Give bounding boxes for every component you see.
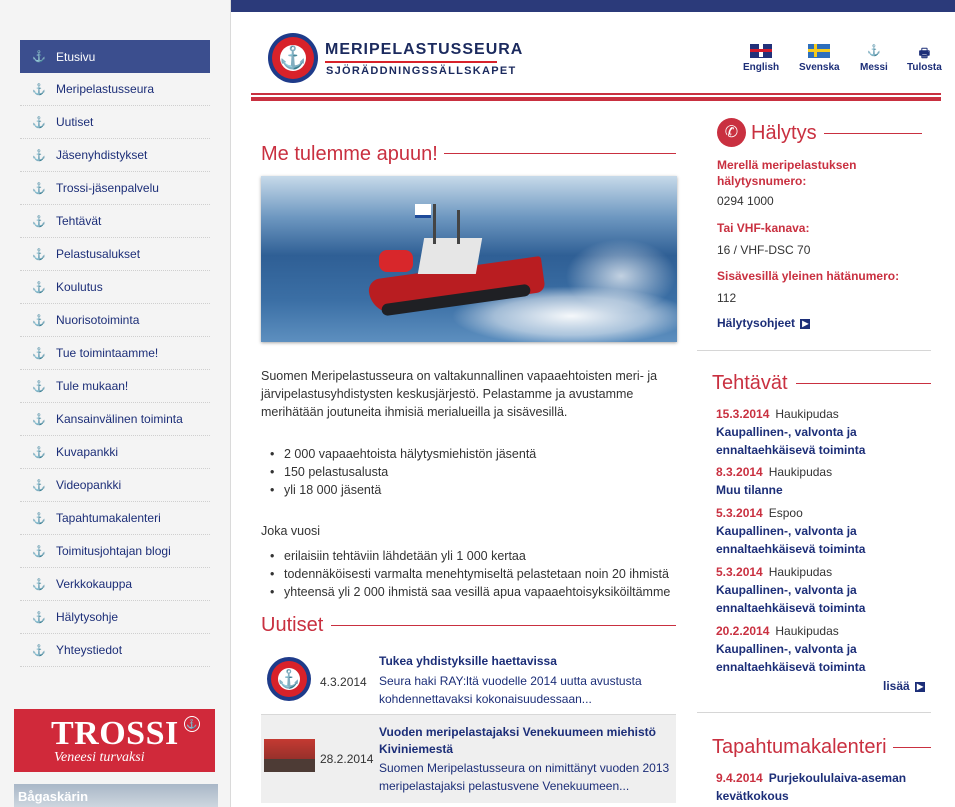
- news-title-link[interactable]: Tukea yhdistyksille haettavissa: [379, 654, 557, 668]
- english-label: English: [743, 62, 780, 73]
- halytysohjeet-label: Hälytysohjeet: [717, 316, 796, 330]
- trossi-banner[interactable]: [14, 709, 215, 772]
- inland-label: Sisävesillä yleinen hätänumero:: [717, 269, 900, 283]
- top-bar: [231, 0, 955, 12]
- arrow-right-icon: ▶: [916, 681, 924, 691]
- list-item: • yhteensä yli 2 000 ihmistä saa vesillä apua vapaaehtoisyksiköiltämme: [268, 583, 688, 601]
- list-item: • yli 18 000 jäsentä: [268, 481, 688, 499]
- header-rule: [251, 93, 941, 95]
- anchor-icon: ⚓: [867, 45, 881, 57]
- nav-label: Verkkokauppa: [56, 577, 133, 591]
- nav-label: Kuvapankki: [56, 445, 119, 459]
- list-item: • 2 000 vapaaehtoista hälytysmiehistön jäsentä: [268, 445, 688, 463]
- print-link[interactable]: [907, 44, 942, 73]
- nav-label: Jäsenyhdistykset: [56, 148, 148, 162]
- nav-item-jasenyhdistykset[interactable]: [20, 139, 210, 172]
- task-item[interactable]: [716, 563, 921, 617]
- task-place: Espoo: [768, 506, 803, 520]
- nav-item-blogi[interactable]: [20, 535, 210, 568]
- main-nav: [20, 40, 210, 667]
- calendar-heading: Tapahtumakalenteri: [712, 736, 887, 758]
- facts-list: [268, 445, 688, 499]
- sea-number: 0294 1000: [717, 194, 774, 208]
- heading-rule: [824, 133, 922, 134]
- finnish-flag: [415, 204, 431, 218]
- nav-item-etusivu[interactable]: [20, 40, 210, 73]
- nav-item-halytysohje[interactable]: [20, 601, 210, 634]
- anchor-icon: ⚓: [32, 446, 46, 459]
- nav-label: Trossi-jäsenpalvelu: [56, 181, 159, 195]
- nav-item-tapahtumakalenteri[interactable]: [20, 502, 210, 535]
- nav-label: Tue toimintaamme!: [56, 346, 159, 360]
- anchor-icon: ⚓: [32, 314, 46, 327]
- svenska-link[interactable]: [799, 44, 840, 73]
- right-divider: [697, 350, 931, 351]
- nav-label: Kansainvälinen toiminta: [56, 412, 183, 426]
- bagaskari-banner[interactable]: [14, 784, 218, 807]
- sweden-flag-icon: [808, 44, 830, 58]
- task-item[interactable]: [716, 405, 921, 459]
- task-place: Haukipudas: [775, 624, 839, 638]
- nav-item-koulutus[interactable]: [20, 271, 210, 304]
- nav-item-nuorisotoiminta[interactable]: [20, 304, 210, 337]
- anchor-icon: ⚓: [32, 380, 46, 393]
- arrow-right-icon: ▶: [802, 318, 809, 328]
- task-place: Haukipudas: [768, 465, 833, 479]
- anchor-icon: ⚓: [32, 83, 46, 96]
- task-item[interactable]: [716, 463, 921, 499]
- nav-label: Tapahtumakalenteri: [56, 511, 161, 525]
- header-rule-thick: [251, 97, 941, 101]
- news-logo-thumbnail: [267, 657, 311, 701]
- news-excerpt-link[interactable]: Seura haki RAY:ltä vuodelle 2014 uutta avustusta kohdennettavaksi kokonaisuudessaan...: [379, 674, 642, 706]
- main-heading: Me tulemme apuun!: [261, 143, 438, 165]
- news-date: 28.2.2014: [320, 752, 374, 766]
- anchor-icon: ⚓: [32, 182, 46, 195]
- task-title-link[interactable]: Kaupallinen-, valvonta ja ennaltaehkäisevä toiminta: [716, 425, 866, 457]
- nav-item-yhteystiedot[interactable]: [20, 634, 210, 667]
- svenska-label: Svenska: [799, 62, 840, 73]
- boat-crew: [379, 250, 413, 272]
- uk-flag-icon: [750, 44, 772, 58]
- news-date: 4.3.2014: [320, 675, 367, 689]
- nav-label: Koulutus: [56, 280, 103, 294]
- english-link[interactable]: [743, 44, 779, 73]
- logo-ring: [271, 661, 307, 697]
- task-title-link[interactable]: Kaupallinen-, valvonta ja ennaltaehkäisevä toiminta: [716, 583, 866, 615]
- nav-label: Yhteystiedot: [56, 643, 123, 657]
- phone-icon: ✆: [717, 118, 746, 147]
- halytys-heading: Hälytys: [751, 122, 817, 144]
- anchor-icon: ⚓: [32, 578, 46, 591]
- vhf-label: Tai VHF-kanava:: [717, 221, 810, 235]
- event-item[interactable]: [716, 769, 921, 805]
- heading-rule: [893, 747, 931, 748]
- crew-photo-thumbnail: [264, 739, 315, 772]
- nav-item-verkkokauppa[interactable]: [20, 568, 210, 601]
- tasks-heading: Tehtävät: [712, 372, 788, 394]
- sea-number-label: Merellä meripelastuksen hälytysnumero:: [717, 158, 857, 188]
- anchor-icon: ⚓: [32, 479, 46, 492]
- heading-rule: [331, 625, 676, 626]
- halytysohjeet-link[interactable]: [717, 316, 810, 330]
- anchor-icon: ⚓: [32, 281, 46, 294]
- trossi-tagline: Veneesi turvaksi: [54, 750, 145, 765]
- event-date: 9.4.2014: [716, 771, 763, 785]
- news-item[interactable]: [261, 715, 676, 803]
- yearly-label: Joka vuosi: [261, 524, 321, 538]
- nav-item-tule-mukaan[interactable]: [20, 370, 210, 403]
- news-heading: Uutiset: [261, 614, 324, 636]
- nav-item-videopankki[interactable]: [20, 469, 210, 502]
- task-title-link[interactable]: Muu tilanne: [716, 483, 783, 497]
- task-item[interactable]: [716, 622, 921, 676]
- boat-mast: [433, 204, 436, 244]
- anchor-icon: ⚓: [32, 215, 46, 228]
- more-tasks-link[interactable]: [883, 679, 925, 693]
- list-item: • erilaisiin tehtäviin lähdetään yli 1 000 kertaa: [268, 547, 688, 565]
- nav-label: Hälytysohje: [56, 610, 119, 624]
- sidebar: [0, 0, 230, 807]
- yearly-list: [268, 547, 688, 601]
- nav-item-meripelastusseura[interactable]: [20, 73, 210, 106]
- messi-link[interactable]: [860, 44, 888, 73]
- nav-label: Nuorisotoiminta: [56, 313, 140, 327]
- printer-icon: 🖶: [918, 46, 931, 60]
- logo-anchor-icon: ⚓: [279, 45, 307, 70]
- anchor-icon: ⚓: [277, 669, 301, 689]
- trossi-logo-icon: ⚓: [184, 716, 200, 732]
- rescue-boat-photo: [261, 176, 677, 342]
- anchor-icon: ⚓: [32, 248, 46, 261]
- task-title-link[interactable]: Kaupallinen-, valvonta ja ennaltaehkäisevä toiminta: [716, 524, 866, 556]
- news-excerpt-link[interactable]: Suomen Meripelastusseura on nimittänyt vuoden 2013 meripelastajaksi pelastusvene Venekuumeen...: [379, 761, 670, 793]
- brand-name-fi[interactable]: MERIPELASTUSSEURA: [325, 41, 524, 58]
- intro-text: Suomen Meripelastusseura on valtakunnallinen vapaaehtoisten meri- ja järvipelastusyhdistysten keskusjärjestö. Pelastamme ja avustamme merihätään joutuneita ihmisiä merialueilla ja sisävesillä.: [261, 369, 658, 419]
- list-item: • todennäköisesti varmalta menehtymiseltä pelastetaan noin 20 ihmistä: [268, 565, 688, 583]
- logo-ring: [272, 37, 314, 79]
- task-title-link[interactable]: Kaupallinen-, valvonta ja ennaltaehkäisevä toiminta: [716, 642, 866, 674]
- nav-label: Etusivu: [56, 49, 96, 64]
- anchor-icon: ⚓: [32, 116, 46, 129]
- news-item[interactable]: [261, 648, 676, 714]
- task-date: 5.3.2014: [716, 506, 763, 520]
- messi-label: Messi: [860, 62, 888, 73]
- anchor-icon: ⚓: [32, 413, 46, 426]
- nav-label: Toimitusjohtajan blogi: [56, 544, 171, 558]
- anchor-icon: ⚓: [32, 644, 46, 657]
- nav-label: Tule mukaan!: [56, 379, 129, 393]
- nav-label: Uutiset: [56, 115, 94, 129]
- brand-underline: [325, 61, 497, 63]
- bagaskari-title: Bågaskärin: [18, 789, 89, 804]
- nav-item-tue[interactable]: [20, 337, 210, 370]
- task-place: Haukipudas: [775, 407, 839, 421]
- task-item[interactable]: [716, 504, 921, 558]
- heading-rule: [444, 153, 676, 154]
- nav-label: Videopankki: [56, 478, 122, 492]
- column-divider: [230, 0, 231, 807]
- list-item: • 150 pelastusalusta: [268, 463, 688, 481]
- task-date: 8.3.2014: [716, 465, 763, 479]
- boat-mast: [457, 210, 460, 244]
- site-logo[interactable]: [268, 33, 318, 83]
- boat-cabin: [418, 238, 482, 274]
- task-date: 15.3.2014: [716, 407, 770, 421]
- nav-item-kuvapankki[interactable]: [20, 436, 210, 469]
- task-date: 20.2.2014: [716, 624, 770, 638]
- trossi-title: TROSSI: [51, 715, 179, 752]
- nav-label: Pelastusalukset: [56, 247, 141, 261]
- nav-item-kansainvalinen[interactable]: [20, 403, 210, 436]
- nav-item-pelastusalukset[interactable]: [20, 238, 210, 271]
- event-title-link[interactable]: Purjekoululaiva-aseman kevätkokous: [716, 771, 907, 803]
- right-divider: [697, 712, 931, 713]
- nav-label: Tehtävät: [56, 214, 102, 228]
- nav-item-trossi[interactable]: [20, 172, 210, 205]
- task-date: 5.3.2014: [716, 565, 763, 579]
- anchor-icon: ⚓: [32, 611, 46, 624]
- anchor-icon: ⚓: [32, 51, 46, 63]
- more-label: lisää: [883, 679, 910, 693]
- anchor-icon: ⚓: [32, 149, 46, 162]
- vhf-value: 16 / VHF-DSC 70: [717, 243, 811, 257]
- task-place: Haukipudas: [768, 565, 833, 579]
- nav-item-uutiset[interactable]: [20, 106, 210, 139]
- inland-number: 112: [717, 291, 737, 305]
- heading-rule: [796, 383, 931, 384]
- nav-item-tehtavat[interactable]: [20, 205, 210, 238]
- brand-name-sv[interactable]: SJÖRÄDDNINGSSÄLLSKAPET: [326, 65, 517, 77]
- news-title-link[interactable]: Vuoden meripelastajaksi Venekuumeen miehistö Kiviniemestä: [379, 725, 656, 756]
- anchor-icon: ⚓: [32, 512, 46, 525]
- anchor-icon: ⚓: [32, 347, 46, 360]
- print-label: Tulosta: [907, 62, 942, 73]
- anchor-icon: ⚓: [32, 545, 46, 558]
- nav-label: Meripelastusseura: [56, 82, 155, 96]
